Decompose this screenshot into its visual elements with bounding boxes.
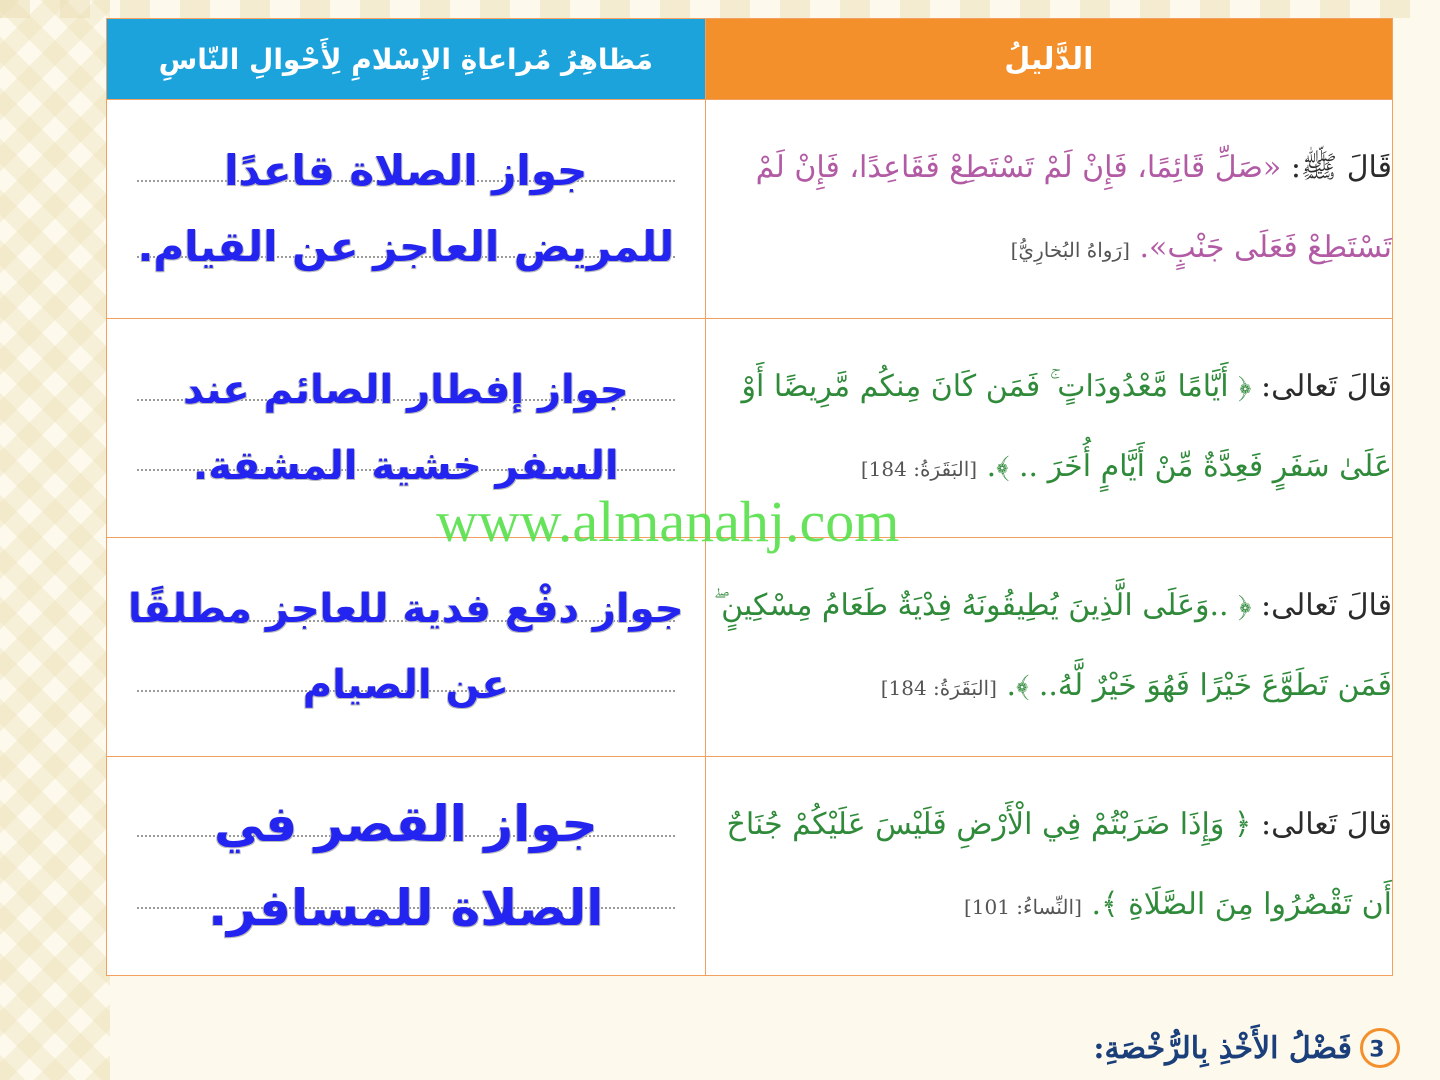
evidence-reference: [رَواهُ البُخارِيُّ]	[1010, 238, 1130, 262]
answer-line: جواز إفطار الصائم عند	[182, 367, 629, 413]
watermark: www.almanahj.com	[436, 489, 900, 554]
header-evidence: الدَّليلُ	[705, 19, 1392, 100]
table-header-row	[107, 19, 1393, 100]
table-row	[107, 757, 1393, 976]
answer-line: السفر خشية المشقة.	[193, 443, 619, 489]
handwritten-answer	[107, 571, 705, 723]
background-pattern-left	[0, 0, 110, 1080]
background-pattern-top	[0, 0, 1440, 18]
answer-line: للمريض العاجز عن القيام.	[137, 222, 675, 271]
evidence-reference: [النِّساءُ: 101]	[963, 895, 1082, 919]
aspect-cell	[107, 757, 706, 976]
section-heading	[1093, 1028, 1400, 1068]
evidence-text: ﴿ ..وَعَلَى الَّذِينَ يُطِيقُونَهُ فِدْيَةٌ طَعَامُ مِسْكِينٍ ۖ فَمَن تَطَوَّعَ خَيْرًا فَهُوَ خَيْرٌ لَّهُ.. ﴾.	[713, 588, 1392, 703]
evidence-intro: قالَ تَعالى:	[1260, 369, 1392, 404]
aspect-cell	[107, 100, 706, 319]
section-number: 3	[1369, 1037, 1385, 1063]
evidence-reference: [البَقَرَةُ: 184]	[860, 457, 978, 481]
evidence-intro: قالَ تَعالى:	[1260, 588, 1392, 623]
evidence-text: ﴿ أَيَّامًا مَّعْدُودَاتٍ ۚ فَمَن كَانَ مِنكُم مَّرِيضًا أَوْ عَلَىٰ سَفَرٍ فَعِدَّةٌ مِّنْ أَيَّامٍ أُخَرَ .. ﴾.	[741, 369, 1392, 484]
evidence-cell	[705, 100, 1392, 319]
answer-line: عن الصيام	[302, 662, 509, 708]
evidence-intro: قَالَ ﷺ:	[1290, 150, 1392, 185]
handwritten-answer	[107, 352, 705, 504]
table-row	[107, 538, 1393, 757]
answer-line: الصلاة للمسافر.	[208, 879, 604, 937]
aspect-cell	[107, 538, 706, 757]
evidence-cell	[705, 757, 1392, 976]
evidence-text: ﴿ وَإِذَا ضَرَبْتُمْ فِي الْأَرْضِ فَلَيْسَ عَلَيْكُمْ جُنَاحٌ أَن تَقْصُرُوا مِنَ الصَّلَاةِ ﴾.	[726, 807, 1392, 922]
evidence-reference: [البَقَرَةُ: 184]	[880, 676, 997, 700]
section-heading-text: فَضْلُ الأَخْذِ بِالرُّخْصَةِ:	[1093, 1030, 1352, 1066]
handwritten-answer	[107, 133, 705, 285]
answer-line: جواز دفْع فدية للعاجز مطلقًا	[128, 586, 684, 632]
evidence-text: «صَلِّ قَائِمًا، فَإِنْ لَمْ تَسْتَطِعْ فَقَاعِدًا، فَإِنْ لَمْ تَسْتَطِعْ فَعَلَى جَنْبٍ».	[755, 150, 1392, 265]
handwritten-answer	[107, 782, 705, 950]
header-aspects: مَظاهِرُ مُراعاةِ الإِسْلامِ لِأَحْوالِ النّاسِ	[107, 19, 706, 100]
answer-line: جواز الصلاة قاعدًا	[224, 146, 588, 195]
section-number-badge	[1352, 1020, 1409, 1077]
table-row	[107, 100, 1393, 319]
evidence-cell	[705, 538, 1392, 757]
evidence-intro: قالَ تَعالى:	[1260, 807, 1392, 842]
answer-line: جواز القصر في	[213, 795, 598, 853]
